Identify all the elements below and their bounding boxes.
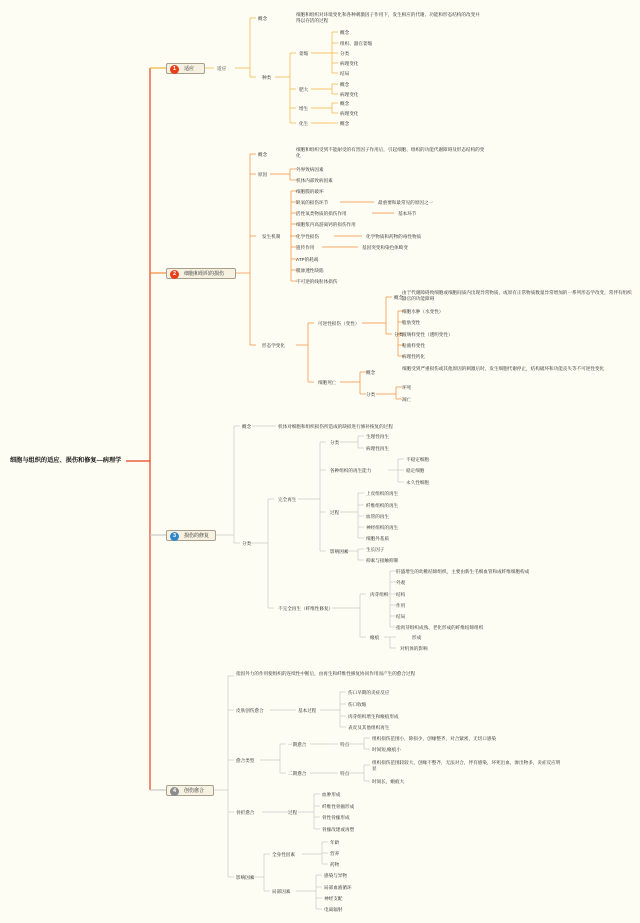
- branch-4-number: 4: [170, 787, 179, 796]
- bone-item[interactable]: 血肿形成: [322, 792, 341, 797]
- reversible-types-key[interactable]: 分类: [394, 332, 404, 337]
- scar-definition[interactable]: 指肉芽组织成熟、老化形成的纤维结缔组织: [396, 625, 484, 630]
- skin-process-label[interactable]: 基本过程: [298, 708, 317, 713]
- branch-1-number: 1: [170, 65, 179, 74]
- skin-item[interactable]: 肉芽组织增生和瘢痕形成: [348, 714, 399, 719]
- morph-label[interactable]: 形态学变化: [262, 343, 285, 348]
- scar-item[interactable]: 形成: [412, 635, 422, 640]
- branch-2-node[interactable]: [166, 268, 236, 279]
- healing-factors-key[interactable]: 影响因素: [236, 875, 255, 880]
- mechanism-label[interactable]: 发生机制: [262, 234, 281, 239]
- hypertrophy-label[interactable]: 肥大: [299, 87, 309, 92]
- death-types-key[interactable]: 分类: [366, 392, 376, 397]
- first-extra[interactable]: 时间短,瘢痕小: [372, 747, 401, 752]
- mechanism-note[interactable]: 基本环节: [398, 211, 417, 216]
- skin-item[interactable]: 伤口早期的炎症反应: [348, 690, 390, 695]
- granulation-item[interactable]: 结局: [396, 614, 406, 619]
- scar-label[interactable]: 瘢痕: [370, 635, 380, 640]
- second-extra[interactable]: 时间长，瘢痕大: [372, 779, 405, 784]
- complete-class[interactable]: 生理性再生: [366, 434, 389, 439]
- b2-cause[interactable]: 机体内部致病因素: [296, 178, 333, 183]
- reversible-type[interactable]: 脂肪变性: [402, 320, 421, 325]
- systemic-item[interactable]: 药物: [330, 862, 340, 867]
- mechanism-note[interactable]: 化学物质和药物的毒性物质: [366, 234, 422, 239]
- mechanism-item[interactable]: 不可逆的线粒体损伤: [296, 279, 338, 284]
- atrophy-item[interactable]: 病理变化: [340, 61, 359, 66]
- b2-cause[interactable]: 外界致病因素: [296, 167, 324, 172]
- metaplasia-label[interactable]: 化生: [299, 121, 309, 126]
- incomplete-label[interactable]: 不完全再生（纤维性修复）: [278, 606, 334, 611]
- death-type[interactable]: 坏死: [402, 385, 412, 390]
- factor-item[interactable]: 抑素与接触抑制: [366, 558, 399, 563]
- skin-item[interactable]: 表皮及其他组织再生: [348, 725, 390, 730]
- b3-concept-key[interactable]: 概念: [242, 424, 252, 429]
- complete-class-key[interactable]: 分类: [330, 440, 340, 445]
- local-item[interactable]: 神经支配: [324, 896, 343, 901]
- second-feature[interactable]: 组织损伤范围较较大，创缘不整齐，无法对合，伴有感染，坏死出血，渗出物多，炎症反应明显: [372, 760, 561, 771]
- first-feature-key[interactable]: 特点: [340, 742, 350, 747]
- root-title[interactable]: 细胞与组织的适应、损伤和修复—病理学: [10, 457, 122, 464]
- b1-definition-key[interactable]: 概念: [258, 16, 268, 21]
- branch-3-node[interactable]: [166, 530, 216, 541]
- types-label[interactable]: 愈合类型: [236, 758, 255, 763]
- branch-1-label: 适应: [184, 66, 195, 72]
- second-intention-label[interactable]: 二期愈合: [288, 771, 307, 776]
- b3-class-key[interactable]: 分类: [242, 541, 252, 546]
- b2-cause-key[interactable]: 原因: [258, 172, 268, 177]
- mechanism-note[interactable]: 基因突变和染色体畸变: [362, 245, 408, 250]
- mechanism-item[interactable]: 化学性损伤: [296, 234, 319, 239]
- b4-concept[interactable]: 指因外力的作用使组织的连续性中断后，由再生和纤维性修复协同作用而产生的愈合过程: [236, 671, 416, 676]
- branch-2-label: 细胞和组织的损伤: [184, 271, 225, 277]
- mechanism-item[interactable]: 细胞膜的破坏: [296, 189, 324, 194]
- atrophy-item[interactable]: 结局: [340, 71, 350, 76]
- granulation-item[interactable]: 结构: [396, 592, 406, 597]
- reversible-concept-key[interactable]: 概念: [394, 295, 404, 300]
- mechanism-note[interactable]: 最重要和最常见的原因之一: [378, 200, 434, 205]
- factor-item[interactable]: 生长因子: [366, 547, 385, 552]
- branch-4-label: 创伤愈合: [184, 788, 205, 794]
- ability-item[interactable]: 不稳定细胞: [406, 457, 429, 462]
- local-item[interactable]: 感染与异物: [324, 873, 347, 878]
- process-item[interactable]: 上皮组织的再生: [366, 491, 399, 496]
- b1-types-label[interactable]: 种类: [262, 75, 272, 80]
- mechanism-item[interactable]: 膜渗透性缺陷: [296, 268, 324, 273]
- granulation-item[interactable]: 作用: [396, 603, 406, 608]
- b1-definition[interactable]: 细胞和组织对环境变化和各种刺激因子作用下，发生相应的代谢、功能和形态结构的改变并得以存活的过程: [296, 12, 480, 23]
- b2-concept-key[interactable]: 概念: [258, 152, 268, 157]
- bone-item[interactable]: 纤维性骨痂形成: [322, 804, 355, 809]
- hyperplasia-item[interactable]: 概念: [340, 101, 350, 106]
- branch-1-node[interactable]: [166, 63, 205, 74]
- atrophy-item[interactable]: 概念: [340, 30, 350, 35]
- granulation-item[interactable]: 外观: [396, 580, 406, 585]
- ability-label[interactable]: 各种组织的再生能力: [330, 468, 372, 473]
- bone-label[interactable]: 骨折愈合: [236, 810, 255, 815]
- mechanism-item[interactable]: ATP的耗竭: [296, 257, 319, 262]
- death-type[interactable]: 凋亡: [402, 397, 412, 402]
- branch-3-number: 3: [170, 532, 179, 541]
- reversible-label[interactable]: 可逆性损伤（变性）: [318, 321, 360, 326]
- mechanism-item[interactable]: 活性氧类物质的损伤作用: [296, 211, 347, 216]
- skin-label[interactable]: 皮肤创伤愈合: [236, 708, 264, 713]
- b3-concept[interactable]: 机体对细胞和组织损伤所造成的缺损进行修补恢复的过程: [278, 424, 393, 429]
- atrophy-item[interactable]: 组织、器官萎缩: [340, 41, 373, 46]
- first-feature[interactable]: 组织损伤范围小，除损少，创缘整齐，对合紧密，无切口感染: [372, 736, 497, 741]
- local-item[interactable]: 局部血液循环: [324, 885, 352, 890]
- complete-label[interactable]: 完全再生: [278, 497, 297, 502]
- hypertrophy-item[interactable]: 病理变化: [340, 92, 359, 97]
- mechanism-item[interactable]: 缺氧的损伤环节: [296, 200, 329, 205]
- mechanism-item[interactable]: 细胞浆内高游离钙的损伤作用: [296, 222, 356, 227]
- ability-item[interactable]: 稳定细胞: [406, 468, 425, 473]
- branch-4-node[interactable]: [166, 785, 214, 796]
- process-key[interactable]: 过程: [330, 510, 340, 515]
- death-concept-key[interactable]: 概念: [366, 370, 376, 375]
- reversible-concept[interactable]: 由于代谢障碍致细胞或细胞间质内出现异常物质，或原有正常物质数量异常增加的一系列形态学改变，常伴有组织器官的功能障碍: [402, 290, 632, 301]
- atrophy-label[interactable]: 萎缩: [299, 51, 309, 56]
- local-label[interactable]: 局部因素: [272, 889, 291, 894]
- b1-concept-label[interactable]: 适应: [217, 66, 227, 71]
- process-item[interactable]: 纤维组织的再生: [366, 503, 399, 508]
- bone-item[interactable]: 骨痂改建或再塑: [322, 827, 355, 832]
- reversible-type[interactable]: 玻璃样变性（透明变性）: [402, 332, 453, 337]
- first-intention-label[interactable]: 一期愈合: [288, 742, 307, 747]
- factor-key[interactable]: 影响因素: [330, 549, 349, 554]
- systemic-label[interactable]: 全身性因素: [272, 852, 295, 857]
- scar-item[interactable]: 对机体的影响: [400, 646, 428, 651]
- granulation-label[interactable]: 肉芽组织: [370, 592, 389, 597]
- branch-3-label: 损伤的修复: [184, 533, 210, 539]
- death-label[interactable]: 细胞死亡: [318, 380, 337, 385]
- granulation-concept[interactable]: 肝盛增生的幼稚结缔组织，主要由新生毛细血管和成纤维细胞构成: [396, 569, 530, 574]
- ability-item[interactable]: 永久性细胞: [406, 480, 429, 485]
- process-item[interactable]: 神经组织的再生: [366, 525, 399, 530]
- hypertrophy-item[interactable]: 概念: [340, 82, 350, 87]
- atrophy-item[interactable]: 分类: [340, 51, 350, 56]
- death-concept[interactable]: 细胞受到严重损伤或其他原因的刺激后时，发生细胞代谢停止，结构破坏和功能丧失等不可逆性变化: [402, 366, 605, 371]
- bone-item[interactable]: 骨性骨痂形成: [322, 815, 350, 820]
- skin-item[interactable]: 伤口收缩: [348, 702, 367, 707]
- systemic-item[interactable]: 营养: [330, 851, 340, 856]
- reversible-type[interactable]: 粘液样变性: [402, 343, 425, 348]
- second-feature-key[interactable]: 特点: [340, 771, 350, 776]
- systemic-item[interactable]: 年龄: [330, 840, 340, 845]
- process-item[interactable]: 血管的再生: [366, 514, 389, 519]
- b2-concept[interactable]: 细胞和组织受到不能耐受的有害因子作用后，引起细胞、组织的功能代谢障碍及形态结构的变化: [296, 147, 485, 158]
- reversible-type[interactable]: 细胞水肿（水变性）: [402, 309, 444, 314]
- process-item[interactable]: 细胞外基质: [366, 536, 389, 541]
- branch-2-number: 2: [170, 270, 179, 279]
- complete-class[interactable]: 病理性再生: [366, 446, 389, 451]
- local-item[interactable]: 电离辐射: [324, 907, 343, 912]
- reversible-type[interactable]: 病理性钙化: [402, 354, 425, 359]
- hyperplasia-item[interactable]: 病理变化: [340, 111, 359, 116]
- bone-process-key[interactable]: 过程: [288, 810, 298, 815]
- mechanism-item[interactable]: 遗传作用: [296, 245, 315, 250]
- hyperplasia-label[interactable]: 增生: [299, 106, 309, 111]
- metaplasia-item[interactable]: 概念: [340, 121, 350, 126]
